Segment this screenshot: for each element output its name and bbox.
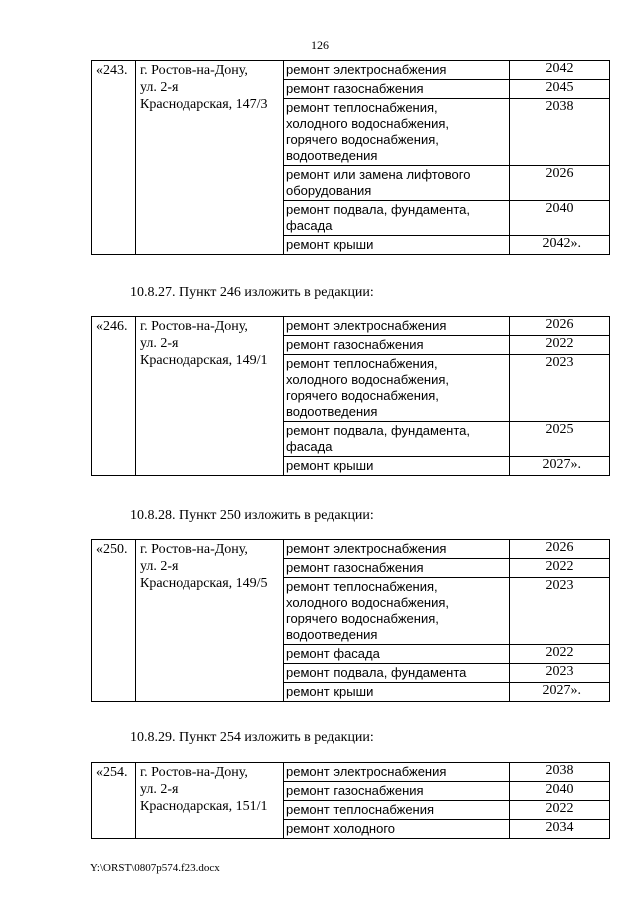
work-type-line: ремонт крыши [286,684,374,699]
work-type-line: водоотведения [286,627,378,642]
work-type-line: ремонт теплоснабжения [286,802,435,817]
address-cell [136,763,284,839]
table-row [92,540,610,559]
year-value: 2025 [545,422,574,437]
year-value: 2026 [545,540,574,555]
year-cell [510,801,610,820]
repair-schedule-table [91,60,610,255]
address-line: ул. 2-я [140,80,179,95]
work-type-line: холодного водоснабжения, [286,116,450,131]
year-value: 2042 [545,61,574,76]
address-cell [136,317,284,476]
address-line: ул. 2-я [140,336,179,351]
year-value: 2040 [545,201,574,216]
table-row [92,763,610,782]
work-type-line: ремонт крыши [286,237,374,252]
work-type-line: ремонт электроснабжения [286,62,447,77]
year-value: 2022 [545,801,574,816]
work-type-cell [284,166,510,201]
year-cell [510,559,610,578]
footer-file-path: Y:\ORST\0807p574.f23.docx [90,862,220,874]
year-value: 2022 [545,645,574,660]
work-type-line: ремонт теплоснабжения, [286,579,438,594]
work-type-cell [284,201,510,236]
address-cell [136,61,284,255]
work-type-cell [284,457,510,476]
page-number: 126 [311,38,329,52]
work-type-line: ремонт фасада [286,646,380,661]
year-cell [510,166,610,201]
work-type-cell [284,422,510,457]
year-value: 2023 [545,578,574,593]
item-number: «254. [92,763,136,839]
year-value: 2026 [545,166,574,181]
address-line: г. Ростов-на-Дону, [140,542,248,557]
work-type-cell [284,336,510,355]
repair-schedule-table [91,539,610,702]
work-type-line: ремонт электроснабжения [286,764,447,779]
work-type-cell [284,763,510,782]
work-type-cell [284,664,510,683]
work-type-line: фасада [286,439,333,454]
work-type-cell [284,683,510,702]
item-number: «246. [92,317,136,476]
work-type-line: ремонт или замена лифтового [286,167,471,182]
address-line: г. Ростов-на-Дону, [140,765,248,780]
year-cell [510,683,610,702]
work-type-line: горячего водоснабжения, [286,132,439,147]
instruction-text: 10.8.27. Пункт 246 изложить в редакции: [130,285,374,300]
work-type-line: горячего водоснабжения, [286,388,439,403]
year-cell [510,355,610,422]
work-type-cell [284,61,510,80]
work-type-cell [284,782,510,801]
work-type-cell [284,236,510,255]
instruction-text: 10.8.28. Пункт 250 изложить в редакции: [130,508,374,523]
work-type-line: водоотведения [286,148,378,163]
address-line: г. Ростов-на-Дону, [140,63,248,78]
work-type-cell [284,559,510,578]
year-cell [510,664,610,683]
address-line: ул. 2-я [140,782,179,797]
work-type-line: ремонт подвала, фундамента, [286,202,471,217]
year-value: 2022 [545,336,574,351]
work-type-line: ремонт подвала, фундамента [286,665,467,680]
work-type-cell [284,317,510,336]
work-type-line: ремонт теплоснабжения, [286,100,438,115]
work-type-cell [284,80,510,99]
year-cell [510,61,610,80]
work-type-line: холодного водоснабжения, [286,595,450,610]
year-value: 2038 [545,763,574,778]
year-cell [510,763,610,782]
year-value: 2040 [545,782,574,797]
work-type-line: ремонт газоснабжения [286,783,424,798]
year-cell [510,457,610,476]
address-cell [136,540,284,702]
work-type-line: ремонт электроснабжения [286,541,447,556]
year-value: 2034 [545,820,574,835]
instruction-text: 10.8.29. Пункт 254 изложить в редакции: [130,730,374,745]
year-value: 2027». [542,683,581,698]
work-type-line: горячего водоснабжения, [286,611,439,626]
year-value: 2026 [545,317,574,332]
year-cell [510,820,610,839]
year-value: 2023 [545,355,574,370]
year-value: 2038 [545,99,574,114]
work-type-line: ремонт газоснабжения [286,337,424,352]
year-value: 2045 [545,80,574,95]
address-line: Краснодарская, 147/3 [140,97,268,112]
address-line: Краснодарская, 149/1 [140,353,268,368]
work-type-line: ремонт подвала, фундамента, [286,423,471,438]
work-type-line: фасада [286,218,333,233]
work-type-line: ремонт холодного [286,821,396,836]
address-line: Краснодарская, 151/1 [140,799,268,814]
address-line: ул. 2-я [140,559,179,574]
work-type-cell [284,820,510,839]
year-value: 2027». [542,457,581,472]
year-cell [510,80,610,99]
year-cell [510,99,610,166]
year-cell [510,336,610,355]
year-cell [510,782,610,801]
table-row [92,317,610,336]
work-type-line: ремонт теплоснабжения, [286,356,438,371]
work-type-cell [284,355,510,422]
work-type-line: водоотведения [286,404,378,419]
item-number: «243. [92,61,136,255]
work-type-cell [284,645,510,664]
work-type-cell [284,99,510,166]
year-cell [510,317,610,336]
table-row [92,61,610,80]
work-type-cell [284,801,510,820]
work-type-line: ремонт крыши [286,458,374,473]
year-value: 2023 [545,664,574,679]
work-type-line: ремонт газоснабжения [286,560,424,575]
work-type-line: ремонт газоснабжения [286,81,424,96]
year-cell [510,540,610,559]
year-cell [510,645,610,664]
work-type-cell [284,540,510,559]
year-value: 2022 [545,559,574,574]
year-cell [510,236,610,255]
repair-schedule-table [91,316,610,476]
repair-schedule-table [91,762,610,839]
address-line: г. Ростов-на-Дону, [140,319,248,334]
item-number: «250. [92,540,136,702]
work-type-line: ремонт электроснабжения [286,318,447,333]
year-cell [510,422,610,457]
year-cell [510,201,610,236]
work-type-cell [284,578,510,645]
work-type-line: оборудования [286,183,372,198]
address-line: Краснодарская, 149/5 [140,576,268,591]
year-value: 2042». [542,236,581,251]
work-type-line: холодного водоснабжения, [286,372,450,387]
year-cell [510,578,610,645]
